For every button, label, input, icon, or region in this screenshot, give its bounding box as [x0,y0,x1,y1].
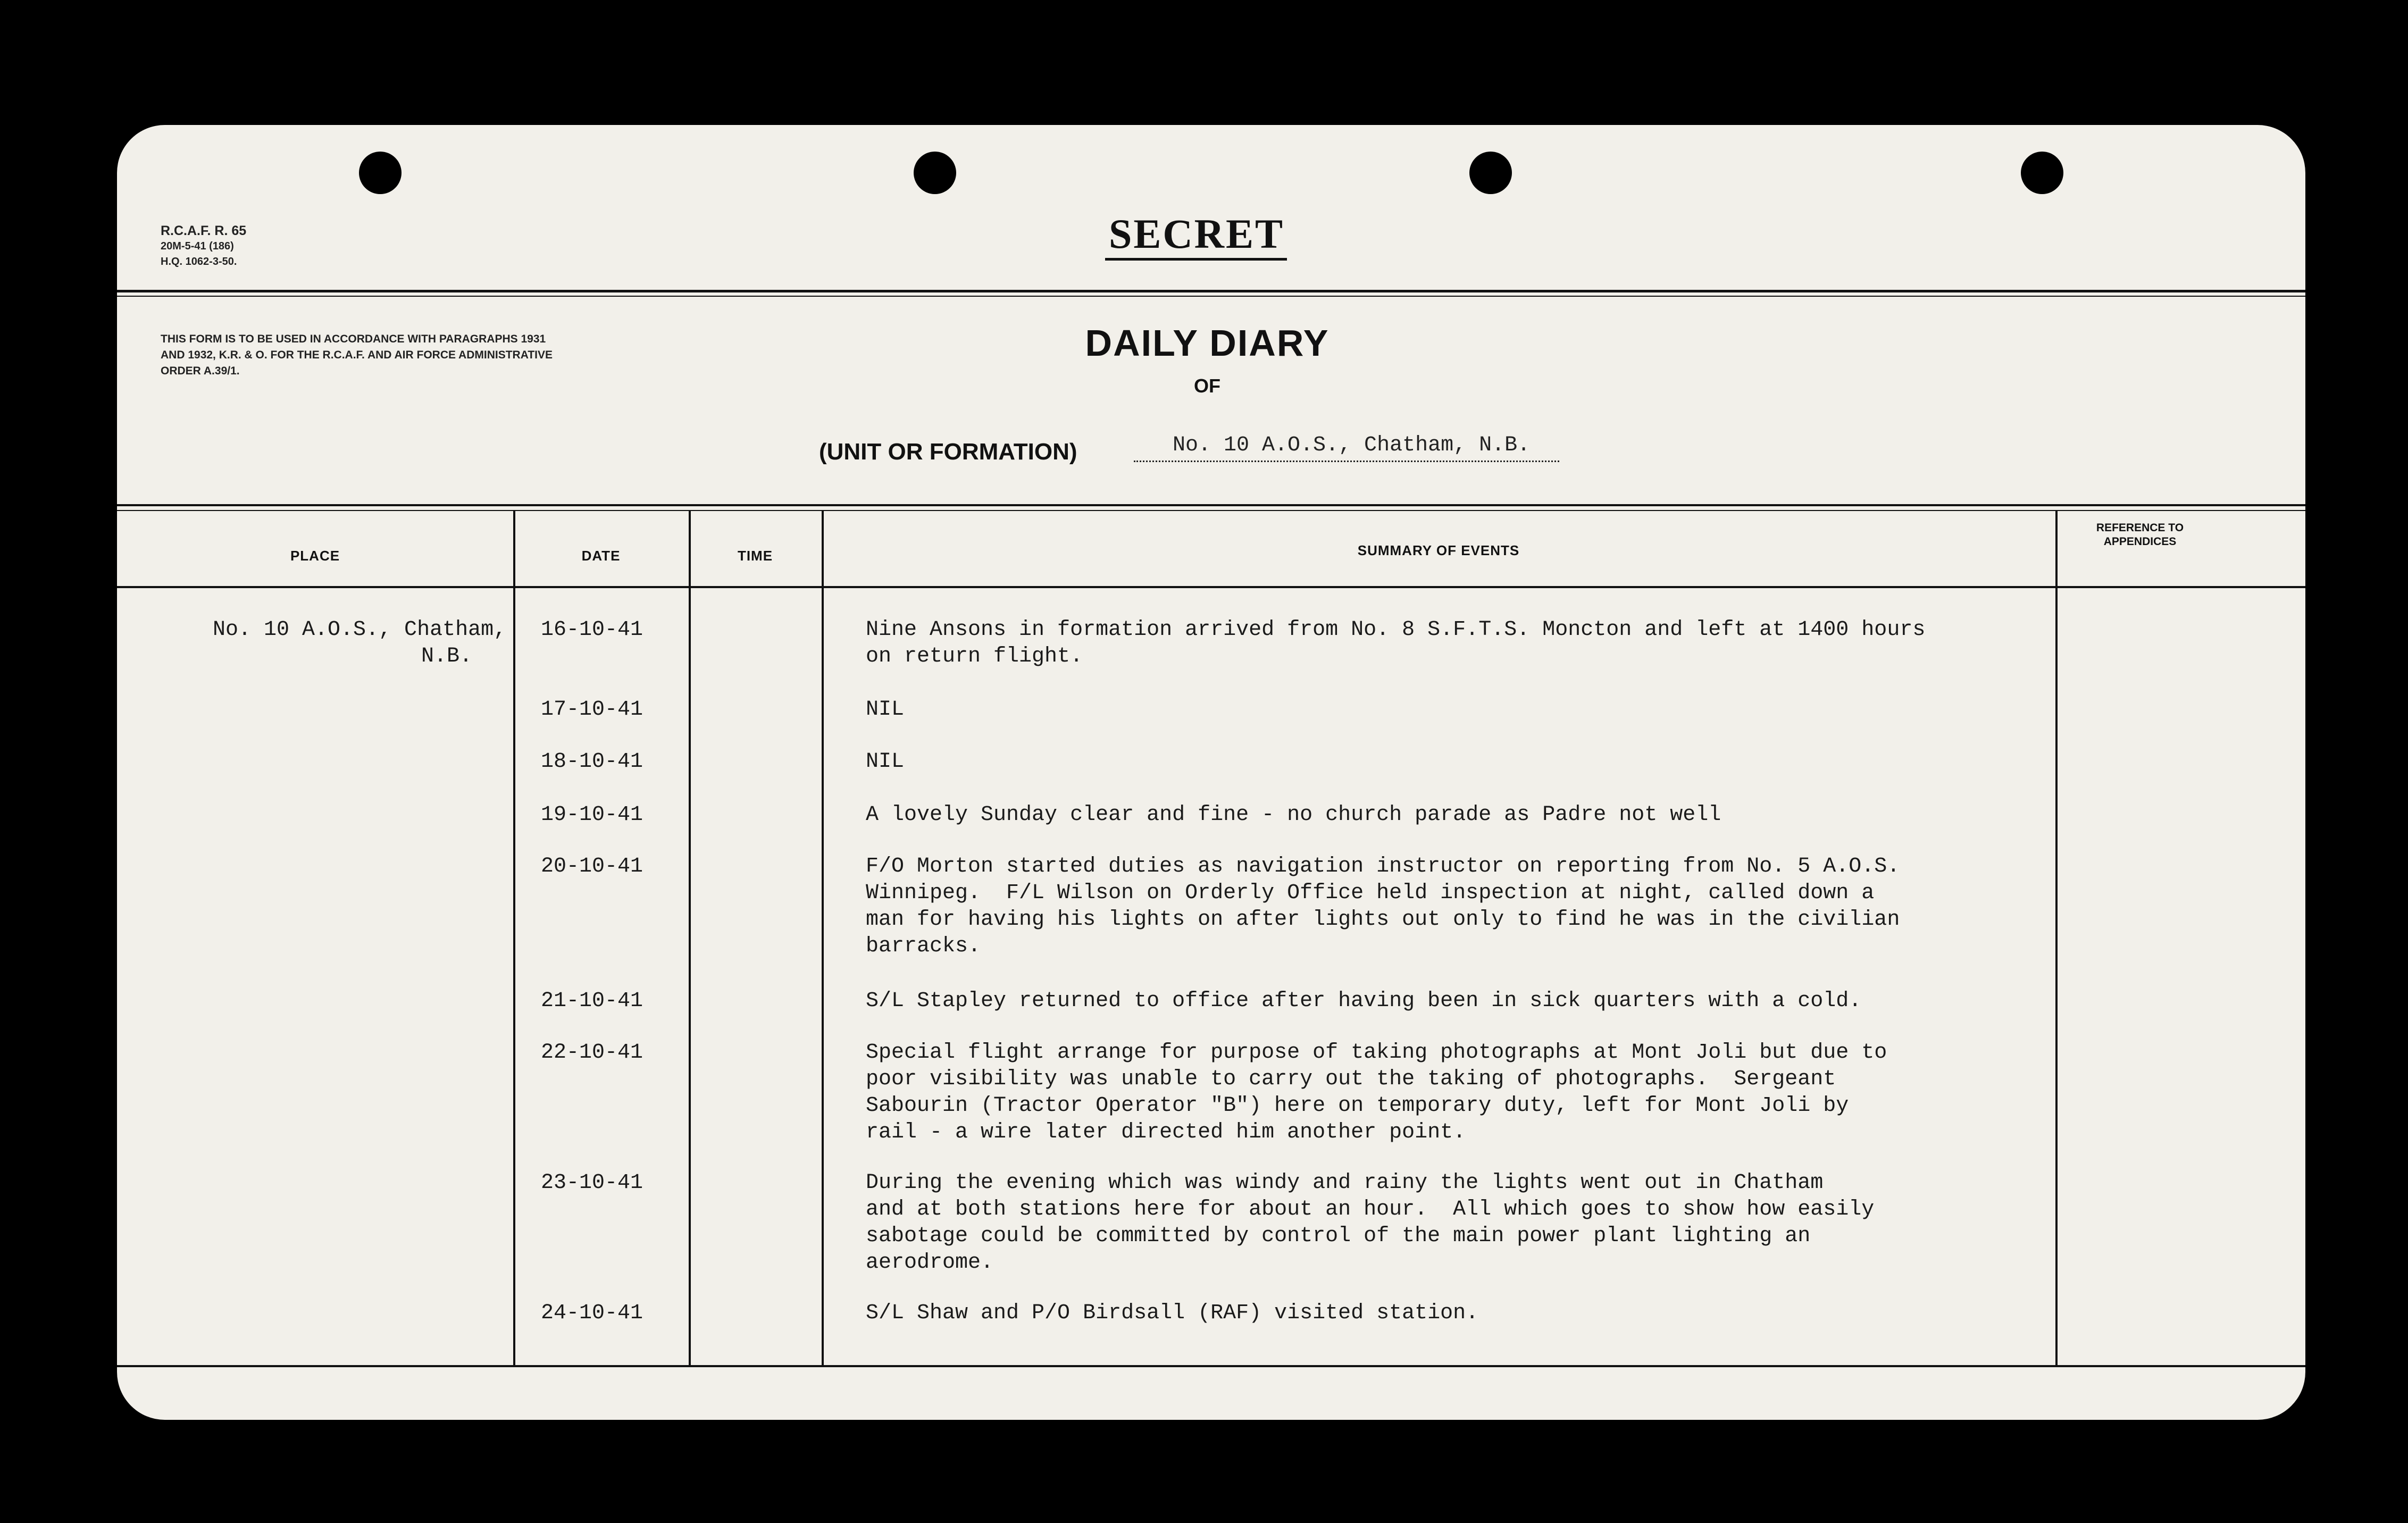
place-line1: No. 10 A.O.S., Chatham, [213,618,507,642]
table-header-rule [117,586,2305,588]
classification-underline [1105,258,1287,261]
form-notice: THIS FORM IS TO BE USED IN ACCORDANCE WITH PARAGRAPHS 1931 AND 1932, K.R. & O. FOR THE R.C.A.F. AND AIR FORCE ADMINISTRATIVE ORDER A.39/1. [161,333,553,377]
entry-summary-line: aerodrome. [866,1251,994,1275]
entry-summary-line: and at both stations here for about an hour. All which goes to show how easily [866,1198,1875,1221]
entry-summary-line: rail - a wire later directed him another point. [866,1120,1466,1144]
column-divider [513,510,515,1366]
entry-summary-line: sabotage could be committed by control of the main power plant lighting an [866,1224,1811,1248]
table-top-rule-thin [117,510,2305,511]
entry-date: 18-10-41 [541,750,643,774]
unit-label: (UNIT OR FORMATION) [819,439,1077,465]
entry-summary-line: barracks. [866,934,981,958]
entry-date: 24-10-41 [541,1301,643,1325]
table-bottom-rule [117,1365,2305,1367]
header-date: DATE [581,548,621,564]
entry-summary-line: F/O Morton started duties as navigation instructor on reporting from No. 5 A.O.S. [866,855,1900,878]
classification-heading: SECRET [1108,211,1285,257]
entry-date: 21-10-41 [541,989,643,1013]
punch-hole [359,152,402,194]
entry-summary-line: poor visibility was unable to carry out the taking of photographs. Sergeant [866,1067,1836,1091]
diary-card [117,125,2305,1420]
table-top-rule [117,504,2305,506]
column-divider [689,510,691,1366]
entry-summary-line: man for having his lights on after lights out only to find he was in the civilian [866,908,1900,932]
header-rule-thin [117,296,2305,297]
header-rule [117,290,2305,292]
header-place: PLACE [290,548,340,564]
column-divider [822,510,824,1366]
punch-hole [2021,152,2063,194]
punch-hole [914,152,956,194]
entry-summary-line: Sabourin (Tractor Operator "B") here on temporary duty, left for Mont Joli by [866,1094,1849,1118]
entry-date: 19-10-41 [541,803,643,827]
entry-summary-line: Special flight arrange for purpose of taking photographs at Mont Joli but due to [866,1041,1887,1065]
form-code [161,223,246,270]
entry-summary-line: S/L Shaw and P/O Birdsall (RAF) visited station. [866,1301,1479,1325]
form-code-line1: R.C.A.F. R. 65 [161,223,247,238]
entry-summary-line: S/L Stapley returned to office after having been in sick quarters with a cold. [866,989,1862,1013]
entry-summary-line: on return flight. [866,645,1083,668]
punch-hole [1469,152,1512,194]
place-line2: N.B. [421,645,473,668]
form-code-line2: 20M-5-41 (186) [161,240,234,252]
entry-summary-line: NIL [866,750,905,774]
entry-summary-line: A lovely Sunday clear and fine - no church parade as Padre not well [866,803,1721,827]
unit-value: No. 10 A.O.S., Chatham, N.B. [1173,433,1531,457]
header-time: TIME [737,548,773,564]
entry-date: 16-10-41 [541,618,643,642]
entry-summary-line: NIL [866,698,905,722]
entry-date: 23-10-41 [541,1171,643,1195]
entry-summary-line: During the evening which was windy and rainy the lights went out in Chatham [866,1171,1824,1195]
unit-fill-line [1134,461,1559,462]
entry-summary-line: Nine Ansons in formation arrived from No. 8 S.F.T.S. Moncton and left at 1400 hours [866,618,1926,642]
header-summary: SUMMARY OF EVENTS [1357,542,1520,558]
entry-summary-line: Winnipeg. F/L Wilson on Orderly Office held inspection at night, called down a [866,881,1875,905]
diary-of: OF [1194,375,1220,397]
entry-date: 20-10-41 [541,855,643,878]
diary-title: DAILY DIARY [1085,322,1330,364]
entry-date: 22-10-41 [541,1041,643,1065]
entry-date: 17-10-41 [541,698,643,722]
header-reference: REFERENCE TO APPENDICES [2096,522,2184,548]
column-divider [2055,510,2058,1366]
form-code-line3: H.Q. 1062-3-50. [161,256,237,267]
